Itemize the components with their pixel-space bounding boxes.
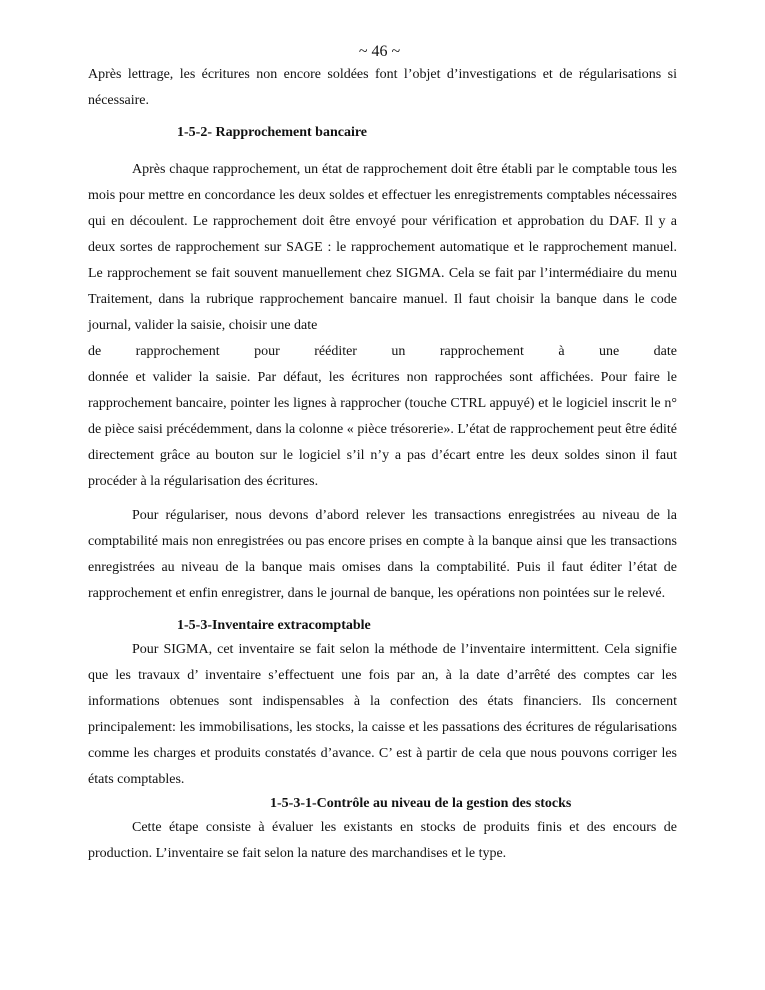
paragraph-lettrage: Après lettrage, les écritures non encore soldées font l’objet d’investigations et de régularisations si nécessaire. xyxy=(88,67,677,108)
paragraph-rapprochement-part2: de rapprochement pour rééditer un rapprochement à une date xyxy=(88,344,677,359)
heading-rapprochement-bancaire: 1-5-2- Rapprochement bancaire xyxy=(177,125,368,140)
paragraph-regularisation: Pour régulariser, nous devons d’abord relever les transactions enregistrées au niveau de la comptabilité mais non enregistrées ou pas encore prises en compte à la banque ainsi que les transactions enregistrées au niveau de la banque mais omises dans la comptabilité. Puis il faut éditer l’état de rapprochement et enfin enregistrer, dans le journal de banque, les opérations non pointées sur le relevé. xyxy=(88,508,677,601)
paragraph-stocks: Cette étape consiste à évaluer les existants en stocks de produits finis et des encours de production. L’inventaire se fait selon la nature des marchandises et le type. xyxy=(88,820,677,861)
page-number: ~ 46 ~ xyxy=(358,43,401,60)
paragraph-rapprochement-part3: donnée et valider la saisie. Par défaut, les écritures non rapprochées sont affichées. Pour faire le rapprochement bancaire, pointer les lignes à rapprocher (touche CTRL appuyé) et le logiciel inscrit le n° de pièce saisi précédemment, dans la colonne « pièce trésorerie». L’état de rapprochement peut être édité directement grâce au bouton sur le logiciel s’il n’y a pas d’écart entre les deux soldes sinon il faut procéder à la régularisation des écritures. xyxy=(88,370,677,489)
heading-inventaire-extracomptable: 1-5-3-Inventaire extracomptable xyxy=(177,618,371,633)
paragraph-rapprochement-part1: Après chaque rapprochement, un état de rapprochement doit être établi par le comptable tous les mois pour mettre en concordance les deux soldes et effectuer les enregistrements comptables nécessaires qui en découlent. Le rapprochement doit être envoyé pour vérification et approbation du DAF. Il y a deux sortes de rapprochement sur SAGE : le rapprochement automatique et le rapprochement manuel. Le rapprochement se fait souvent manuellement chez SIGMA. Cela se fait par l’intermédiaire du menu Traitement, dans la rubrique rapprochement bancaire manuel. Il faut choisir la banque dans le code journal, valider la saisie, choisir une date xyxy=(88,162,677,333)
paragraph-inventaire: Pour SIGMA, cet inventaire se fait selon la méthode de l’inventaire intermittent. Cela signifie que les travaux d’ inventaire s’effectuent une fois par an, à la date d’arrêté des comptes car les informations obtenues sont indispensables à la confection des états financiers. Ils concernent principalement: les immobilisations, les stocks, la caisse et les passations des écritures de régularisations comme les charges et produits constatés d’avance. C’ est à partir de cela que nous pouvons corriger les états comptables. xyxy=(88,642,677,787)
heading-controle-stocks: 1-5-3-1-Contrôle au niveau de la gestion des stocks xyxy=(270,796,572,811)
document-page xyxy=(88,42,677,867)
